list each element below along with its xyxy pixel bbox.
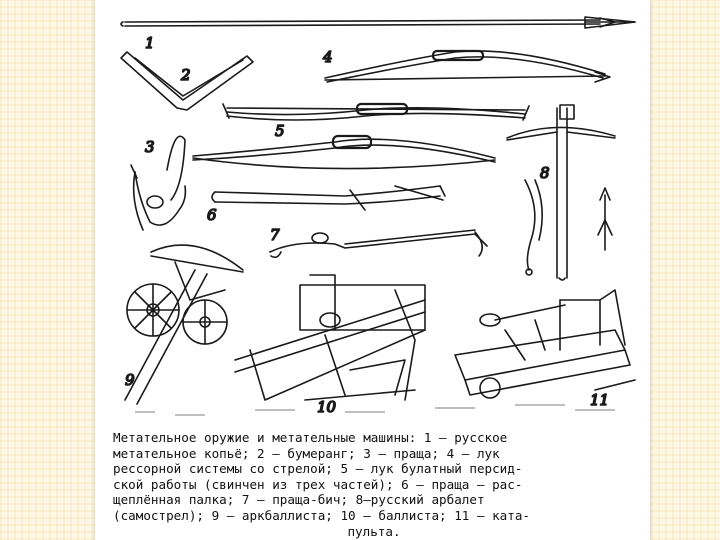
label-9: 9 bbox=[125, 371, 135, 389]
label-7: 7 bbox=[270, 226, 280, 244]
label-6: 6 bbox=[207, 206, 217, 224]
caption-line-4: ской работы (свинчен из трех частей); 6 — праща — рас- bbox=[113, 476, 523, 492]
caption-line-3: рессорной системы со стрелой; 5 — лук булатный персид- bbox=[113, 461, 523, 477]
label-11: 11 bbox=[590, 391, 610, 409]
caption-line-2: метательное копьё; 2 — бумеранг; 3 — праща; 4 — лук bbox=[113, 445, 500, 461]
ballista-drawing bbox=[235, 275, 425, 400]
caption-line-5: щеплённая палка; 7 — праща-бич; 8—русский арбалет bbox=[113, 492, 485, 508]
label-3: 3 bbox=[145, 138, 155, 156]
ground-hatching bbox=[135, 405, 615, 415]
sling-drawing bbox=[131, 136, 185, 230]
catapult-drawing bbox=[455, 290, 635, 398]
caption-line-1: Метательное оружие и метательные машины: 1 — русское bbox=[113, 430, 508, 445]
caption-line-6: (самострел); 9 — аркбаллиста; 10 — баллиста; 11 — ката- bbox=[113, 507, 531, 523]
weapons-illustration bbox=[95, 0, 650, 425]
slide-card bbox=[95, 0, 650, 540]
crossbow-drawing bbox=[507, 105, 615, 280]
whip-sling-drawing bbox=[270, 230, 487, 257]
spring-bow-drawing bbox=[325, 51, 610, 82]
label-8: 8 bbox=[540, 164, 550, 182]
spear-drawing bbox=[121, 17, 635, 28]
caption-line-7: пульта. bbox=[347, 523, 401, 539]
recurve-bow-drawing bbox=[193, 136, 495, 169]
arcballista-drawing bbox=[125, 245, 243, 404]
label-1: 1 bbox=[145, 34, 155, 52]
split-stick-sling-drawing bbox=[212, 186, 445, 210]
label-4: 4 bbox=[323, 48, 333, 66]
label-2: 2 bbox=[181, 66, 191, 84]
persian-bow-drawing bbox=[223, 104, 529, 120]
label-5: 5 bbox=[275, 122, 285, 140]
label-10: 10 bbox=[317, 398, 337, 416]
figure-caption bbox=[113, 430, 635, 539]
